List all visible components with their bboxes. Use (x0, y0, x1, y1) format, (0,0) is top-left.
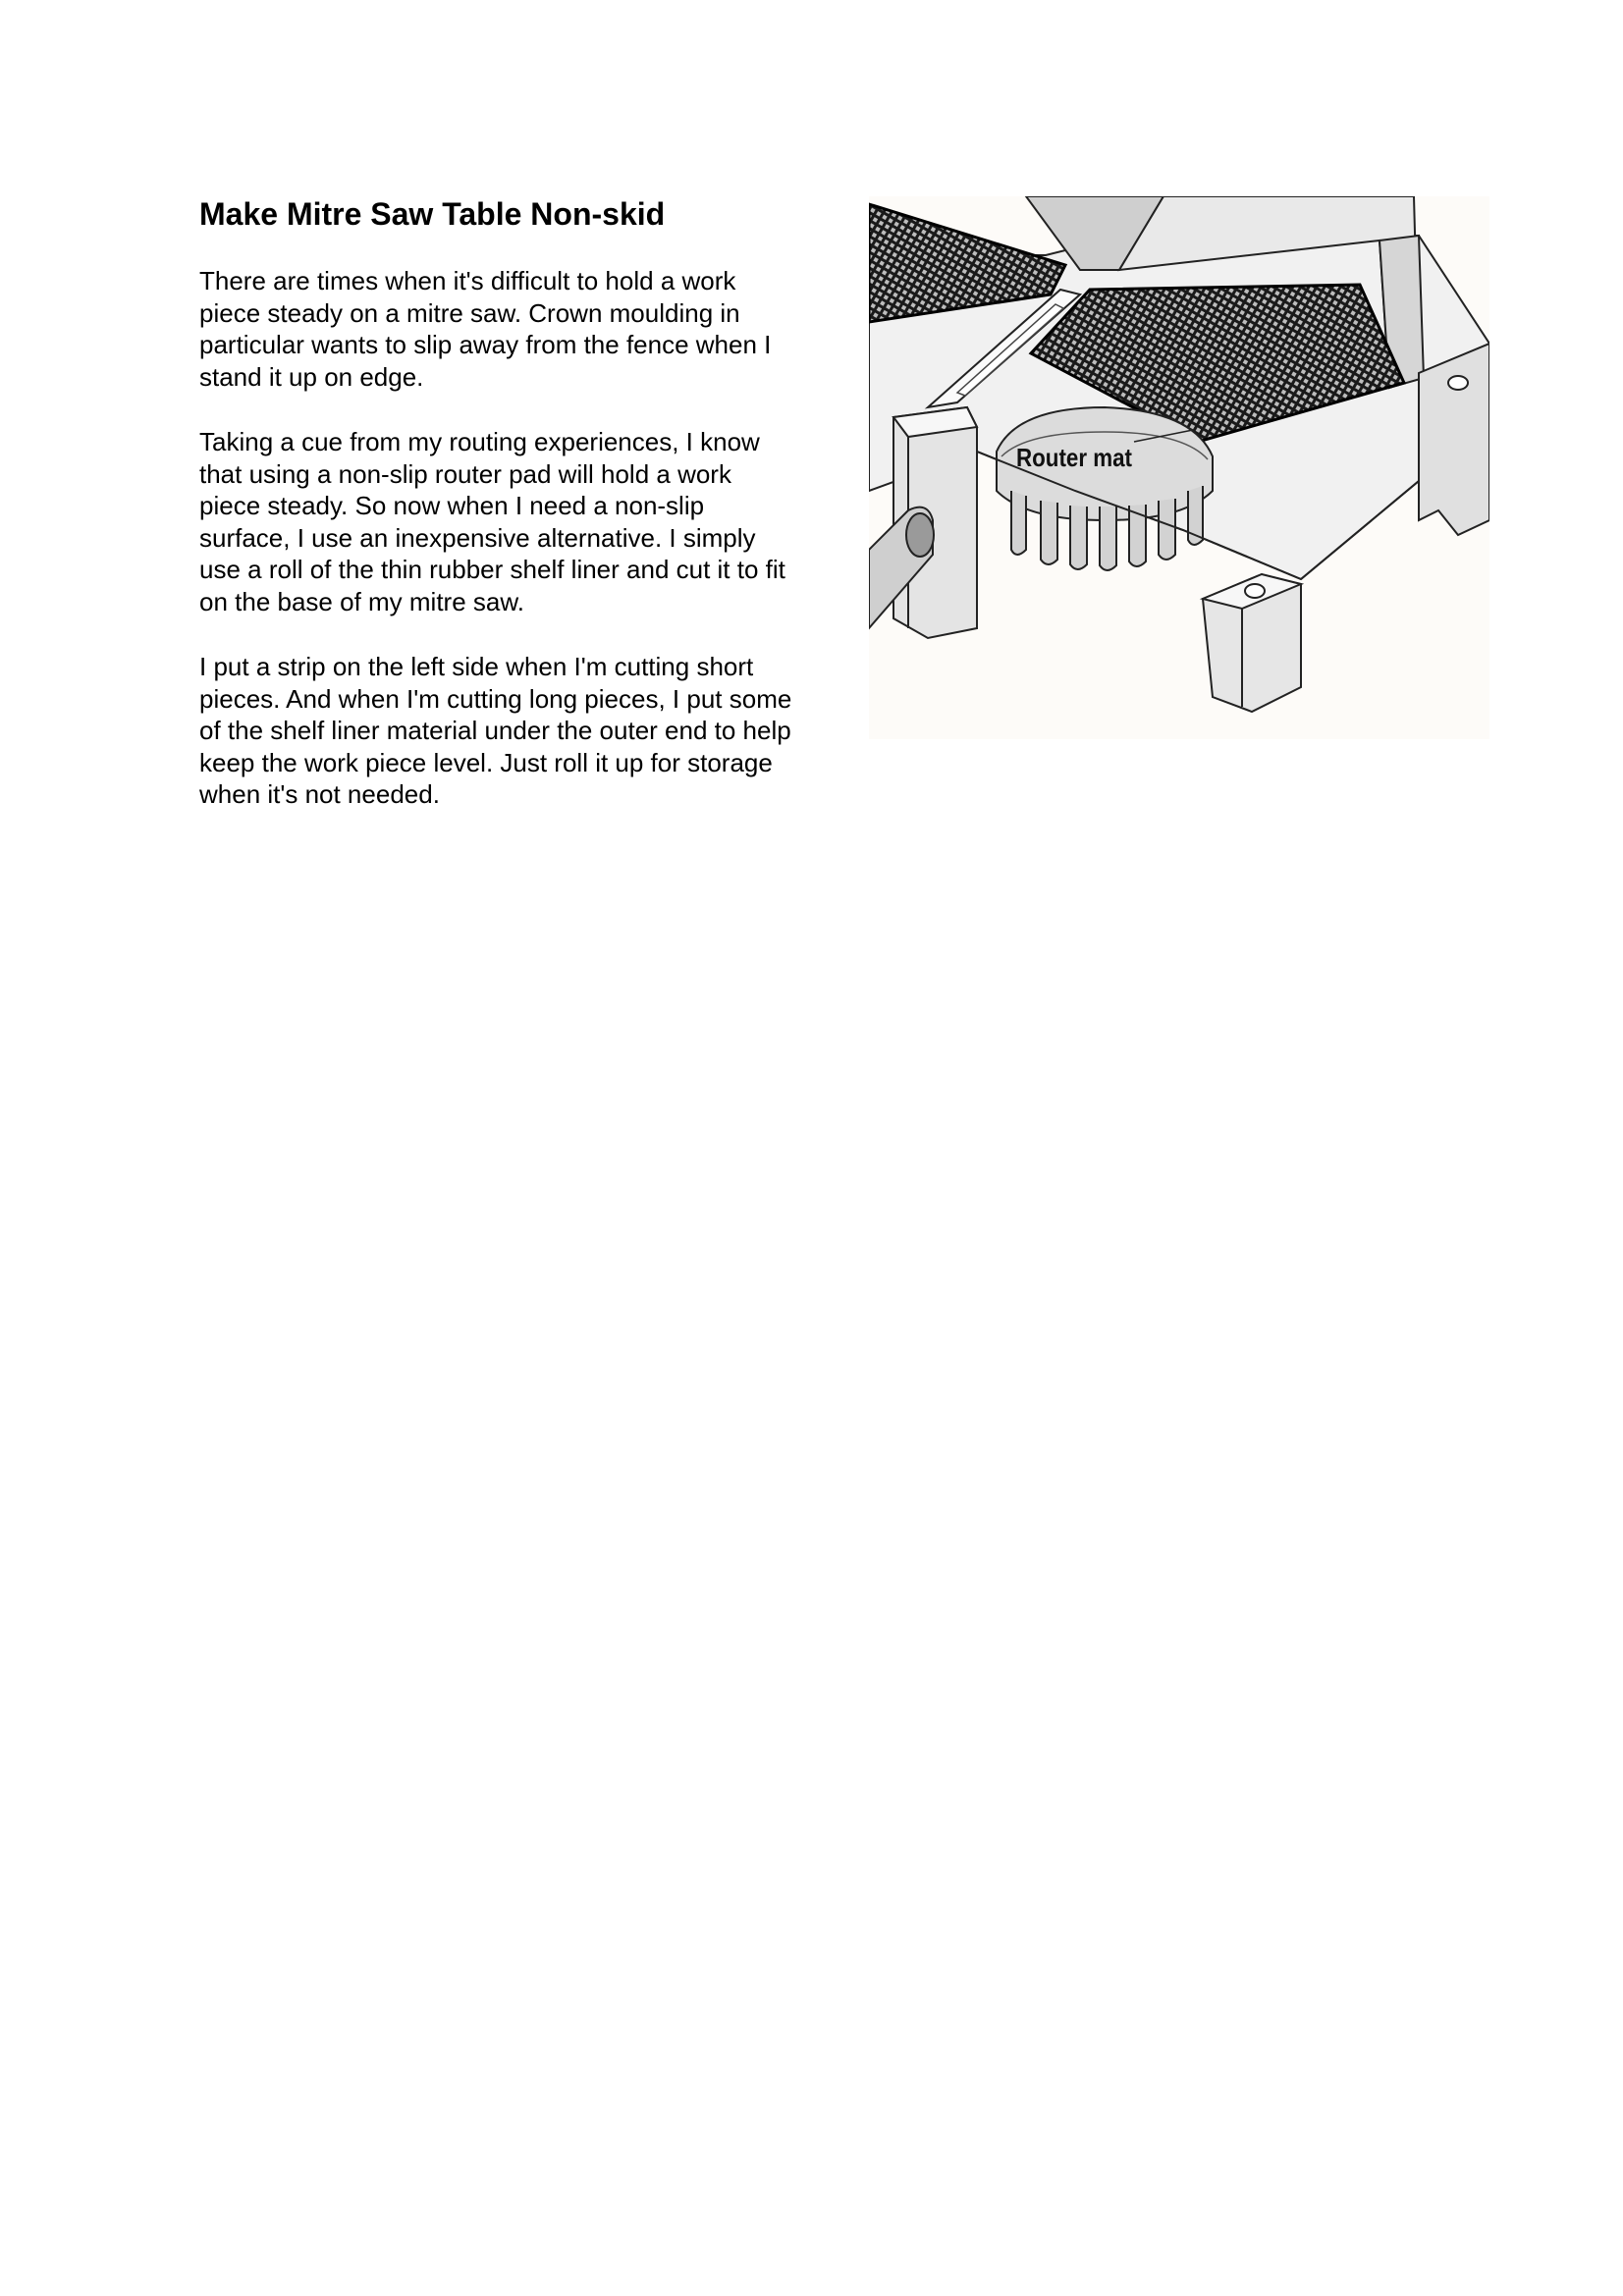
article-title: Make Mitre Saw Table Non-skid (199, 196, 666, 232)
bolt-hole (1245, 584, 1265, 598)
paragraph-3: I put a strip on the left side when I'm cutting short pieces. And when I'm cutting long pieces, I put some of the shelf liner material under the outer end to help keep the work piece level. Just roll it up for storage when it's not needed. (199, 652, 792, 809)
router-mat-label: Router mat (1016, 443, 1133, 472)
paragraph-1: There are times when it's difficult to hold a work piece steady on a mitre saw. Crown moulding in particular wants to slip away from the fence when I stand it up on edge. (199, 266, 772, 392)
rear-leg (1419, 344, 1489, 535)
mitre-saw-illustration (869, 196, 1489, 739)
paragraph-2: Taking a cue from my routing experiences, I know that using a non-slip router pad will hold a work piece steady. So now when I need a non-slip surface, I use an inexpensive alternative. I simply use a roll of the thin rubber shelf liner and cut it to fit on the base of my mitre saw. (199, 427, 785, 616)
mitre-saw-drawing (869, 196, 1489, 739)
article (199, 194, 808, 844)
